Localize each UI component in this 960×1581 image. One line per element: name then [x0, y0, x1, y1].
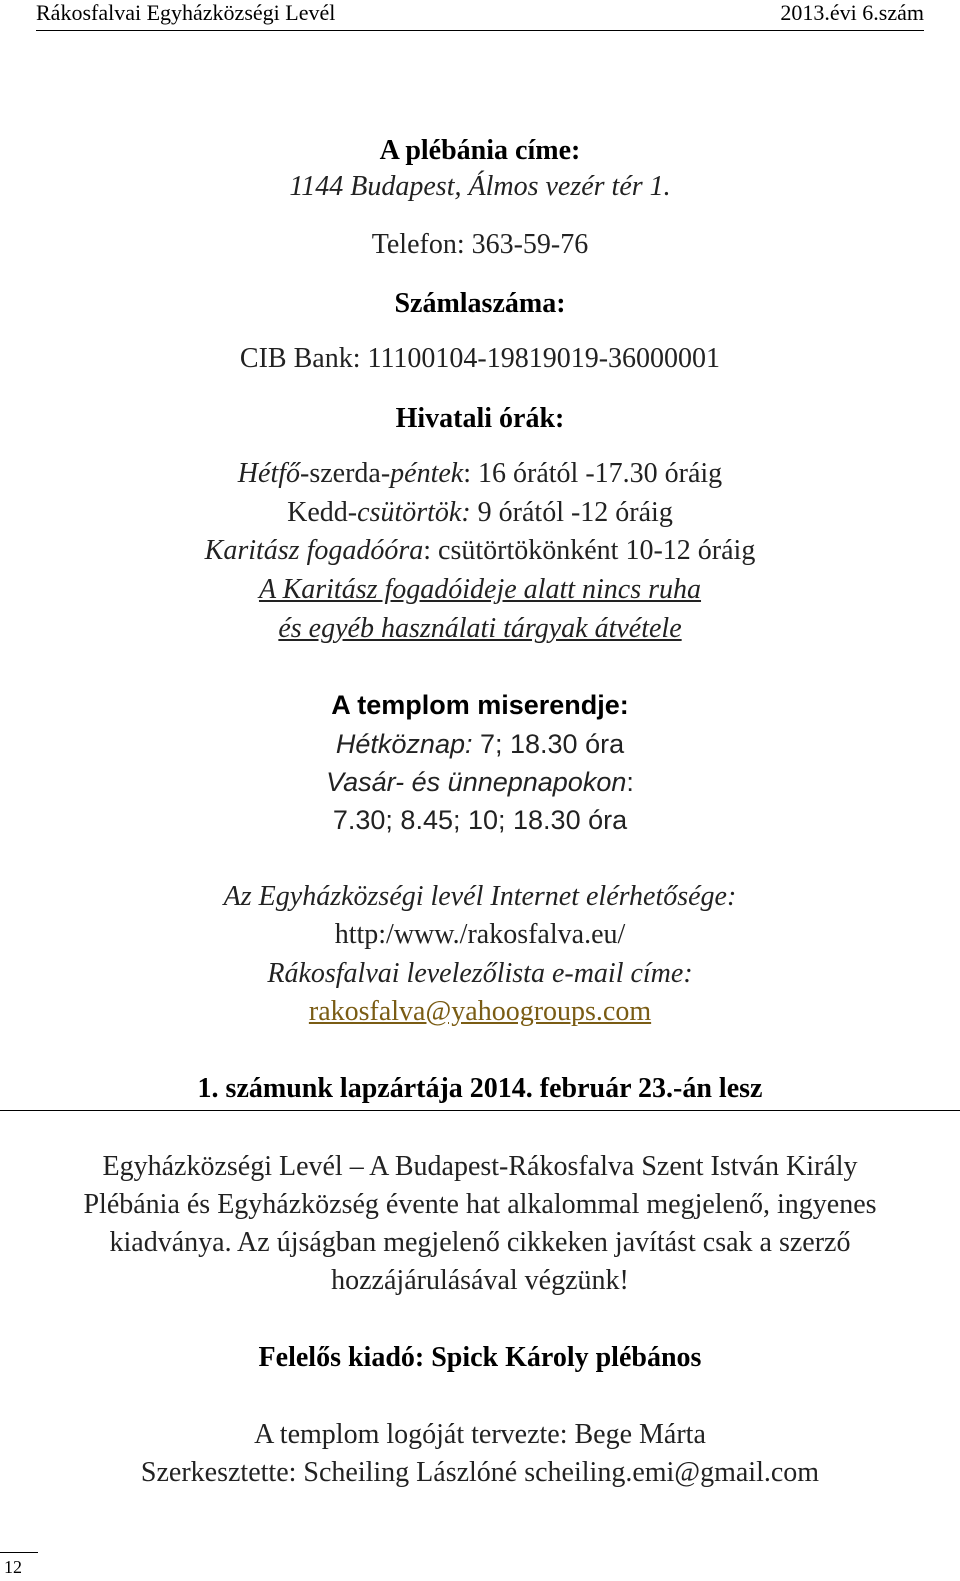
header-publication-title: Rákosfalvai Egyházközségi Levél [36, 0, 336, 25]
caritas-label: Karitász fogadóóra [204, 535, 424, 566]
about-line-3: kiadványa. Az újságban megjelenő cikkeken javítást csak a szerző [109, 1227, 851, 1258]
mailing-list-email-container [0, 995, 960, 1029]
internet-label: Az Egyházközségi levél Internet elérhetősége: [223, 881, 737, 912]
address: 1144 Budapest, Álmos vezér tér 1. [289, 171, 671, 202]
office-hours-line-2 [0, 496, 960, 530]
deadline-notice: 1. számunk lapzártája 2014. február 23.-án lesz [197, 1073, 763, 1104]
caritas-note-2: és egyéb használati tárgyak átvétele [278, 613, 682, 644]
office-time-2: 9 órától -12 óráig [470, 497, 673, 528]
page-number: 12 [4, 1557, 22, 1577]
publisher: Felelős kiadó: Spick Károly plébános [258, 1342, 702, 1373]
running-header [36, 0, 924, 32]
mass-weekday-label: Hétköznap: [335, 729, 473, 759]
account-title: Számlaszáma: [394, 288, 566, 319]
mass-holiday-times: 7.30; 8.45; 10; 18.30 óra [332, 805, 628, 835]
section-divider [0, 1110, 960, 1111]
caritas-hours [0, 534, 960, 568]
office-day-friday: péntek [390, 458, 464, 489]
office-hours-title: Hivatali órák: [395, 403, 565, 434]
footer-rule [0, 1552, 38, 1553]
about-line-1: Egyházközségi Levél – A Budapest-Rákosfalva Szent István Király [102, 1151, 858, 1182]
mass-holiday-colon: : [626, 767, 634, 797]
website-url[interactable]: http:/www./rakosfalva.eu/ [334, 919, 626, 950]
editor-credit: Szerkesztette: Scheiling Lászlóné scheiling.emi@gmail.com [140, 1457, 820, 1488]
office-day-wednesday: -szerda- [300, 458, 391, 489]
about-line-2: Plébánia és Egyházközség évente hat alkalommal megjelenő, ingyenes [83, 1189, 877, 1220]
mailing-list-email-link[interactable]: rakosfalva@yahoogroups.com [308, 996, 652, 1027]
mailing-list-label: Rákosfalvai levelezőlista e-mail címe: [267, 958, 693, 989]
office-day-monday: Hétfő [237, 458, 301, 489]
phone: Telefon: 363-59-76 [371, 229, 589, 260]
header-issue-number: 2013.évi 6.szám [780, 0, 924, 25]
header-rule [36, 30, 924, 31]
address-title: A plébánia címe: [379, 135, 581, 166]
office-day-thursday: csütörtök: [357, 497, 471, 528]
office-time-1: : 16 órától -17.30 óráig [463, 458, 723, 489]
mass-schedule-title: A templom miserendje: [331, 690, 629, 720]
mass-holiday [0, 766, 960, 799]
mass-weekday [0, 728, 960, 761]
mass-holiday-label: Vasár- és ünnepnapokon [326, 767, 627, 797]
about-line-4: hozzájárulásával végzünk! [331, 1265, 629, 1296]
logo-credit: A templom logóját tervezte: Bege Márta [254, 1419, 706, 1450]
mass-weekday-times: 7; 18.30 óra [472, 729, 625, 759]
caritas-time: : csütörtökönként 10-12 óráig [423, 535, 756, 566]
office-hours-line-1 [0, 457, 960, 491]
office-day-tuesday: Kedd- [287, 497, 358, 528]
bank-account: CIB Bank: 11100104-19819019-36000001 [239, 343, 721, 374]
caritas-note-1: A Karitász fogadóideje alatt nincs ruha [258, 574, 702, 605]
